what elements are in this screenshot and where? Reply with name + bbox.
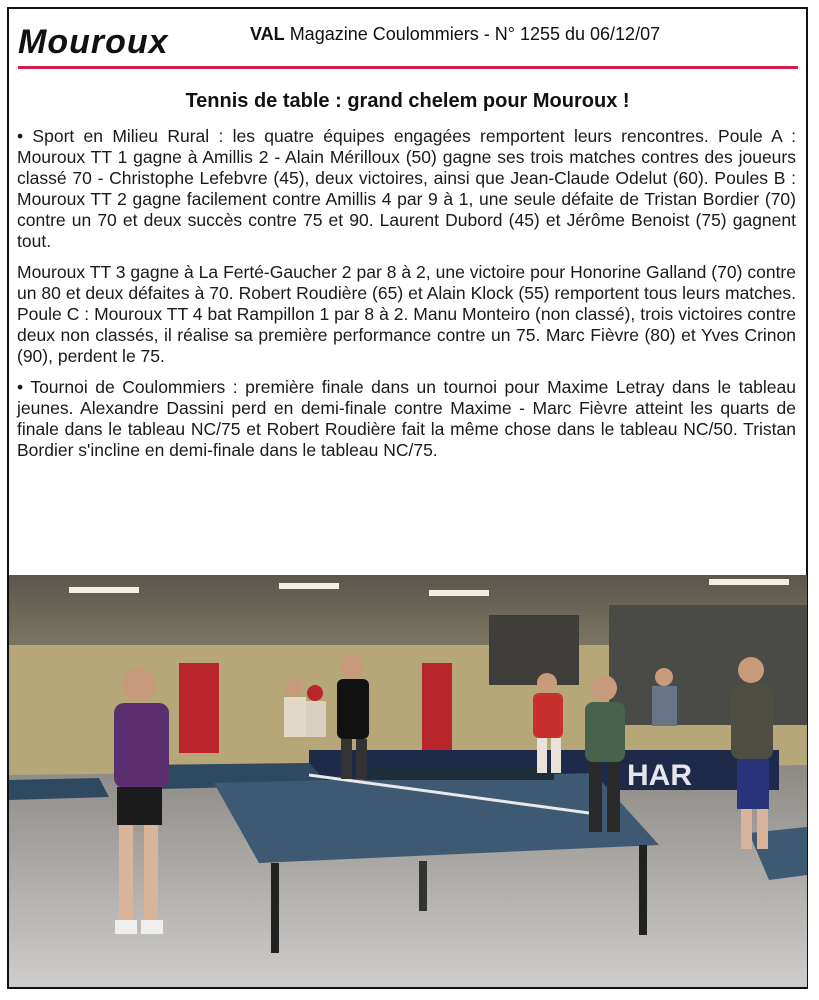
brand-logo [18, 22, 169, 62]
source-details: Magazine Coulommiers - N° 1255 du 06/12/07 [289, 24, 661, 44]
header-rule [18, 66, 798, 69]
paragraph-2: Mouroux TT 3 gagne à La Ferté-Gaucher 2 par 8 à 2, une victoire pour Honorine Galland (70) contre un 80 et deux défaites à 70. Robert Roudière (65) et Alain Klock (55) remportent tous leurs matches. Poule C : Mouroux TT 4 bat Rampillon 1 par 8 à 2. Manu Monteiro (non classé), trois victoires contre deux non classés, il réalise sa première performance contre un 75. Marc Fièvre (80) et Yves Crinon (90), perdent le 75. [17, 262, 796, 366]
source-name: VAL [250, 24, 285, 44]
paragraph-3: • Tournoi de Coulommiers : première finale dans un tournoi pour Maxime Letray dans le tableau jeunes. Alexandre Dassini perd en demi-finale contre Maxime - Marc Fièvre atteint les quarts de finale dans le tableau NC/75 et Robert Roudière fait la même chose dans le tableau NC/50. Tristan Bordier s'incline en demi-finale dans le tableau NC/75. [17, 377, 796, 460]
barrier-banner-text: HAR [627, 759, 692, 792]
brand-text: Mouroux [18, 23, 169, 61]
source-line [250, 24, 660, 45]
article-photo [9, 575, 807, 987]
paragraph-1: • Sport en Milieu Rural : les quatre équipes engagées remportent leurs rencontres. Poule A : Mouroux TT 1 gagne à Amillis 2 - Alain Mérilloux (50) gagne ses trois matches contres des joueurs classé 70 - Christophe Lefebvre (45), deux victoires, ainsi que Jean-Claude Odelut (60). Poules B : Mouroux TT 2 gagne facilement contre Amillis 4 par 9 à 1, une seule défaite de Tristan Bordier (70) contre un 70 et deux succès contre 75 et 90. Laurent Dubord (45) et Jérôme Benoist (75) gagnent tout. [17, 126, 796, 251]
article-headline: Tennis de table : grand chelem pour Mouroux ! [185, 90, 630, 112]
article-body [17, 126, 796, 471]
table-tennis-hall-illustration [9, 575, 807, 987]
